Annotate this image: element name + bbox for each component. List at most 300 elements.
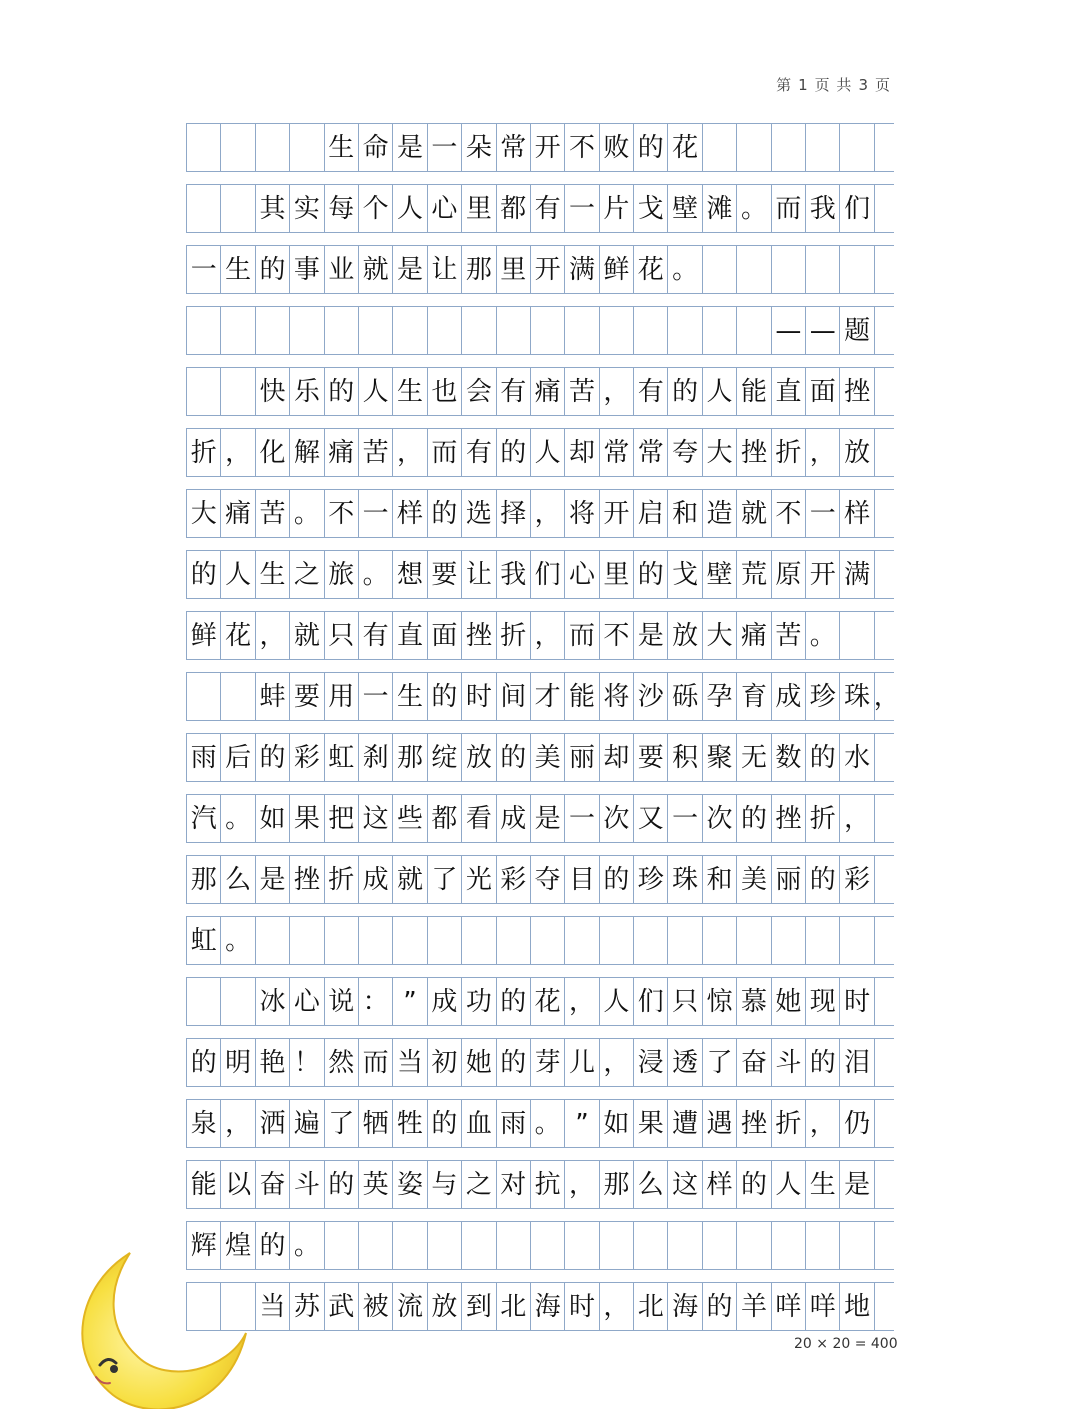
grid-cell: 要 [634, 734, 668, 781]
grid-cell: 折 [772, 429, 806, 476]
grid-cell [737, 246, 771, 293]
grid-cell: 大 [187, 490, 221, 537]
grid-cell: 挫 [840, 368, 874, 415]
grid-cell [428, 307, 462, 354]
grid-cell: 开 [600, 490, 634, 537]
grid-cell: 痛 [531, 368, 565, 415]
grid-cell [256, 124, 290, 171]
grid-cell [393, 307, 427, 354]
grid-cell: 牺 [359, 1100, 393, 1147]
grid-cell [359, 917, 393, 964]
grid-row [186, 1221, 894, 1270]
grid-cell: 样 [840, 490, 874, 537]
grid-cell [187, 368, 221, 415]
grid-cell: ： [359, 978, 393, 1025]
grid-cell: 败 [600, 124, 634, 171]
grid-cell: — [772, 307, 806, 354]
grid-cell: 一 [187, 246, 221, 293]
grid-cell: 片 [600, 185, 634, 232]
grid-row [186, 367, 894, 416]
grid-cell: 的 [497, 1039, 531, 1086]
grid-cell: 慕 [737, 978, 771, 1025]
grid-cell: ， [531, 490, 565, 537]
grid-cell [600, 1222, 634, 1269]
grid-cell: 不 [600, 612, 634, 659]
grid-cell: 珍 [634, 856, 668, 903]
grid-cell: 只 [668, 978, 702, 1025]
grid-cell: 的 [668, 368, 702, 415]
grid-cell: 快 [256, 368, 290, 415]
grid-cell: 而 [359, 1039, 393, 1086]
grid-cell: 样 [393, 490, 427, 537]
grid-cell: 仍 [840, 1100, 874, 1147]
grid-cell [393, 917, 427, 964]
grid-cell: 后 [221, 734, 255, 781]
grid-cell: 的 [256, 1222, 290, 1269]
grid-cell: ， [565, 1161, 599, 1208]
grid-cell: 。 [290, 1222, 324, 1269]
grid-cell [600, 917, 634, 964]
grid-cell: 聚 [703, 734, 737, 781]
grid-cell: ， [221, 1100, 255, 1147]
grid-cell [840, 124, 874, 171]
grid-cell: 的 [497, 734, 531, 781]
grid-cell: 滩 [703, 185, 737, 232]
grid-cell: 又 [634, 795, 668, 842]
grid-cell: 才 [531, 673, 565, 720]
grid-cell: 的 [325, 368, 359, 415]
grid-cell: 就 [393, 856, 427, 903]
grid-cell [221, 978, 255, 1025]
grid-cell: 启 [634, 490, 668, 537]
grid-cell [359, 307, 393, 354]
grid-cell: 芽 [531, 1039, 565, 1086]
grid-cell: 里 [497, 246, 531, 293]
manuscript-grid [186, 123, 900, 1343]
grid-cell [497, 917, 531, 964]
grid-cell: 折 [187, 429, 221, 476]
grid-cell: 放 [462, 734, 496, 781]
grid-cell: 造 [703, 490, 737, 537]
grid-cell: 却 [565, 429, 599, 476]
page-number: 第 1 页 共 3 页 [776, 76, 891, 94]
grid-cell: 羊 [737, 1283, 771, 1330]
grid-cell [325, 307, 359, 354]
grid-cell: 直 [772, 368, 806, 415]
grid-cell: 生 [256, 551, 290, 598]
grid-cell: 挫 [737, 429, 771, 476]
grid-cell: 明 [221, 1039, 255, 1086]
grid-cell: 次 [703, 795, 737, 842]
grid-row [186, 245, 894, 294]
grid-cell: 咩 [772, 1283, 806, 1330]
grid-cell: 是 [393, 124, 427, 171]
grid-cell: 的 [428, 673, 462, 720]
grid-cell: 挫 [290, 856, 324, 903]
grid-cell: 时 [840, 978, 874, 1025]
grid-cell [600, 307, 634, 354]
grid-cell: 生 [806, 1161, 840, 1208]
grid-cell [806, 917, 840, 964]
grid-cell: 将 [600, 673, 634, 720]
grid-cell: 她 [462, 1039, 496, 1086]
grid-cell: 和 [668, 490, 702, 537]
grid-cell [737, 1222, 771, 1269]
grid-cell: 化 [256, 429, 290, 476]
grid-cell: 一 [565, 185, 599, 232]
grid-cell: 有 [531, 185, 565, 232]
grid-cell: 挫 [772, 795, 806, 842]
grid-row [186, 1038, 894, 1087]
grid-cell [462, 1222, 496, 1269]
crescent-moon-icon [58, 1245, 258, 1409]
grid-cell: 的 [634, 124, 668, 171]
grid-cell: 泉 [187, 1100, 221, 1147]
grid-cell: 辉 [187, 1222, 221, 1269]
grid-cell: 目 [565, 856, 599, 903]
grid-cell [737, 307, 771, 354]
grid-cell [256, 917, 290, 964]
grid-cell: 有 [359, 612, 393, 659]
grid-cell: 不 [772, 490, 806, 537]
grid-cell [772, 1222, 806, 1269]
grid-cell: 了 [703, 1039, 737, 1086]
grid-cell: 人 [393, 185, 427, 232]
grid-cell: 现 [806, 978, 840, 1025]
grid-cell: ， [256, 612, 290, 659]
grid-cell: 都 [497, 185, 531, 232]
grid-cell: 这 [668, 1161, 702, 1208]
grid-cell [840, 917, 874, 964]
grid-row [186, 550, 894, 599]
grid-cell: 也 [428, 368, 462, 415]
grid-cell: 的 [600, 856, 634, 903]
grid-cell: 砾 [668, 673, 702, 720]
grid-cell [256, 307, 290, 354]
grid-cell: 英 [359, 1161, 393, 1208]
grid-cell: 次 [600, 795, 634, 842]
grid-cell: 成 [497, 795, 531, 842]
grid-cell: 成 [359, 856, 393, 903]
grid-cell: 她 [772, 978, 806, 1025]
grid-cell [221, 185, 255, 232]
grid-cell: 能 [737, 368, 771, 415]
grid-row [186, 611, 894, 660]
grid-cell: 痛 [737, 612, 771, 659]
grid-cell: 荒 [737, 551, 771, 598]
grid-cell: 咩 [806, 1283, 840, 1330]
grid-cell: 是 [840, 1161, 874, 1208]
grid-cell: 斗 [290, 1161, 324, 1208]
grid-cell [565, 307, 599, 354]
grid-cell: 有 [634, 368, 668, 415]
grid-cell: 的 [325, 1161, 359, 1208]
grid-cell: 夸 [668, 429, 702, 476]
grid-cell: 成 [772, 673, 806, 720]
grid-cell: 和 [703, 856, 737, 903]
grid-row [186, 123, 894, 172]
overflow-punctuation: ， [873, 681, 900, 712]
grid-cell: 花 [531, 978, 565, 1025]
grid-cell [428, 917, 462, 964]
grid-cell: 会 [462, 368, 496, 415]
grid-cell: 择 [497, 490, 531, 537]
grid-cell: 苦 [359, 429, 393, 476]
grid-cell [221, 368, 255, 415]
grid-cell: 到 [462, 1283, 496, 1330]
grid-cell [565, 917, 599, 964]
grid-cell [772, 124, 806, 171]
grid-cell: 花 [668, 124, 702, 171]
grid-row [186, 1160, 894, 1209]
grid-cell: ， [393, 429, 427, 476]
grid-cell: 积 [668, 734, 702, 781]
grid-cell: 珠 [668, 856, 702, 903]
grid-row [186, 672, 900, 721]
grid-cell [806, 246, 840, 293]
grid-cell: 能 [187, 1161, 221, 1208]
grid-cell: 花 [634, 246, 668, 293]
grid-cell: 当 [256, 1283, 290, 1330]
grid-cell: 姿 [393, 1161, 427, 1208]
grid-cell: 命 [359, 124, 393, 171]
grid-cell: 北 [634, 1283, 668, 1330]
grid-cell: 放 [840, 429, 874, 476]
grid-cell: 常 [497, 124, 531, 171]
grid-cell: 汽 [187, 795, 221, 842]
grid-cell: 么 [634, 1161, 668, 1208]
grid-cell: ， [840, 795, 874, 842]
grid-cell: 遍 [290, 1100, 324, 1147]
grid-cell: 流 [393, 1283, 427, 1330]
grid-cell: 果 [290, 795, 324, 842]
grid-cell: 常 [600, 429, 634, 476]
grid-cell: 解 [290, 429, 324, 476]
grid-cell [290, 124, 324, 171]
grid-cell: 然 [325, 1039, 359, 1086]
grid-row [186, 306, 894, 355]
grid-cell: 彩 [290, 734, 324, 781]
grid-cell: 奋 [737, 1039, 771, 1086]
grid-cell: 蚌 [256, 673, 290, 720]
grid-cell: 人 [600, 978, 634, 1025]
grid-cell: 常 [634, 429, 668, 476]
grid-cell: 们 [531, 551, 565, 598]
grid-cell: 的 [497, 429, 531, 476]
grid-cell: 人 [703, 368, 737, 415]
grid-cell: 一 [359, 490, 393, 537]
grid-cell: 些 [393, 795, 427, 842]
grid-cell [221, 307, 255, 354]
grid-cell: 彩 [497, 856, 531, 903]
grid-cell: 的 [256, 734, 290, 781]
grid-cell: 我 [497, 551, 531, 598]
grid-cell: 们 [840, 185, 874, 232]
grid-row [186, 428, 894, 477]
grid-cell: 里 [462, 185, 496, 232]
grid-cell: 奋 [256, 1161, 290, 1208]
grid-cell [187, 307, 221, 354]
grid-cell: 血 [462, 1100, 496, 1147]
grid-cell: 要 [428, 551, 462, 598]
grid-cell: 苦 [256, 490, 290, 537]
grid-cell: 被 [359, 1283, 393, 1330]
grid-cell: 虹 [187, 917, 221, 964]
grid-cell: 对 [497, 1161, 531, 1208]
grid-cell: 之 [462, 1161, 496, 1208]
grid-cell: 。 [359, 551, 393, 598]
grid-cell: 开 [531, 124, 565, 171]
grid-cell: ！ [290, 1039, 324, 1086]
grid-cell [325, 917, 359, 964]
grid-cell: 面 [806, 368, 840, 415]
grid-cell: ， [600, 1283, 634, 1330]
grid-cell [462, 917, 496, 964]
grid-cell: 用 [325, 673, 359, 720]
grid-cell: 其 [256, 185, 290, 232]
grid-cell: 而 [428, 429, 462, 476]
grid-cell: 育 [737, 673, 771, 720]
grid-cell: 如 [256, 795, 290, 842]
grid-cell: 么 [221, 856, 255, 903]
grid-cell: 冰 [256, 978, 290, 1025]
grid-cell: 之 [290, 551, 324, 598]
grid-cell: 苦 [772, 612, 806, 659]
grid-cell: 心 [428, 185, 462, 232]
grid-cell: 一 [428, 124, 462, 171]
grid-cell: 以 [221, 1161, 255, 1208]
grid-cell: 水 [840, 734, 874, 781]
grid-cell [187, 978, 221, 1025]
grid-cell: 满 [840, 551, 874, 598]
grid-cell [840, 612, 874, 659]
grid-cell: 的 [737, 1161, 771, 1208]
grid-cell [221, 673, 255, 720]
grid-cell: 一 [565, 795, 599, 842]
grid-cell: 的 [428, 1100, 462, 1147]
grid-cell: 人 [531, 429, 565, 476]
grid-cell: 一 [668, 795, 702, 842]
grid-cell: 遭 [668, 1100, 702, 1147]
grid-cell: 选 [462, 490, 496, 537]
grid-cell: 折 [497, 612, 531, 659]
grid-row [186, 977, 894, 1026]
grid-cell: 心 [565, 551, 599, 598]
grid-cell: 生 [393, 368, 427, 415]
grid-row [186, 794, 894, 843]
grid-cell [634, 917, 668, 964]
grid-cell: 艳 [256, 1039, 290, 1086]
grid-cell [359, 1222, 393, 1269]
grid-cell: 折 [772, 1100, 806, 1147]
grid-cell [634, 307, 668, 354]
grid-cell: 抗 [531, 1161, 565, 1208]
grid-cell: 牲 [393, 1100, 427, 1147]
grid-cell: 武 [325, 1283, 359, 1330]
grid-cell: 无 [737, 734, 771, 781]
grid-cell: 的 [187, 1039, 221, 1086]
grid-cell: 人 [359, 368, 393, 415]
grid-cell: 心 [290, 978, 324, 1025]
grid-cell: 的 [737, 795, 771, 842]
grid-count: 20 × 20 = 400 [794, 1336, 898, 1352]
grid-cell: 直 [393, 612, 427, 659]
grid-cell [428, 1222, 462, 1269]
grid-cell [325, 1222, 359, 1269]
grid-cell: ， [600, 1039, 634, 1086]
grid-cell [531, 1222, 565, 1269]
grid-cell: — [806, 307, 840, 354]
grid-cell: 要 [290, 673, 324, 720]
grid-cell: 地 [840, 1283, 874, 1330]
grid-cell: 乐 [290, 368, 324, 415]
grid-cell: 而 [565, 612, 599, 659]
grid-cell: ” [393, 978, 427, 1025]
grid-cell: 如 [600, 1100, 634, 1147]
grid-cell: 我 [806, 185, 840, 232]
grid-cell: 与 [428, 1161, 462, 1208]
grid-cell: 沙 [634, 673, 668, 720]
grid-cell: 海 [668, 1283, 702, 1330]
grid-cell: 都 [428, 795, 462, 842]
grid-row [186, 916, 894, 965]
grid-cell: ， [565, 978, 599, 1025]
grid-cell: 痛 [325, 429, 359, 476]
grid-cell [187, 185, 221, 232]
grid-cell: 绽 [428, 734, 462, 781]
grid-cell: 人 [221, 551, 255, 598]
grid-cell: 能 [565, 673, 599, 720]
grid-cell: 原 [772, 551, 806, 598]
grid-cell: 壁 [668, 185, 702, 232]
grid-cell: 实 [290, 185, 324, 232]
grid-cell: 。 [806, 612, 840, 659]
grid-row [186, 733, 894, 782]
grid-row [186, 1282, 894, 1331]
grid-row [186, 855, 894, 904]
grid-cell: 珠 ， [840, 673, 874, 720]
grid-cell: 的 [806, 1039, 840, 1086]
grid-cell: 不 [325, 490, 359, 537]
grid-cell: 生 [221, 246, 255, 293]
grid-cell: 个 [359, 185, 393, 232]
grid-cell [187, 673, 221, 720]
grid-cell: 那 [600, 1161, 634, 1208]
grid-cell: 。 [221, 795, 255, 842]
grid-cell: 那 [393, 734, 427, 781]
grid-cell [187, 124, 221, 171]
grid-cell: 一 [806, 490, 840, 537]
grid-cell: 让 [428, 246, 462, 293]
grid-cell: 放 [428, 1283, 462, 1330]
grid-cell: 那 [462, 246, 496, 293]
grid-cell: 透 [668, 1039, 702, 1086]
grid-cell: 美 [737, 856, 771, 903]
grid-cell: 数 [772, 734, 806, 781]
grid-cell: 的 [497, 978, 531, 1025]
grid-cell: 雨 [187, 734, 221, 781]
grid-cell [737, 917, 771, 964]
grid-cell: 北 [497, 1283, 531, 1330]
grid-cell: 生 [325, 124, 359, 171]
grid-cell [497, 307, 531, 354]
grid-cell: 孕 [703, 673, 737, 720]
grid-cell: 一 [359, 673, 393, 720]
grid-cell: 苦 [565, 368, 599, 415]
grid-cell: 不 [565, 124, 599, 171]
grid-cell: 浸 [634, 1039, 668, 1086]
grid-cell [565, 1222, 599, 1269]
